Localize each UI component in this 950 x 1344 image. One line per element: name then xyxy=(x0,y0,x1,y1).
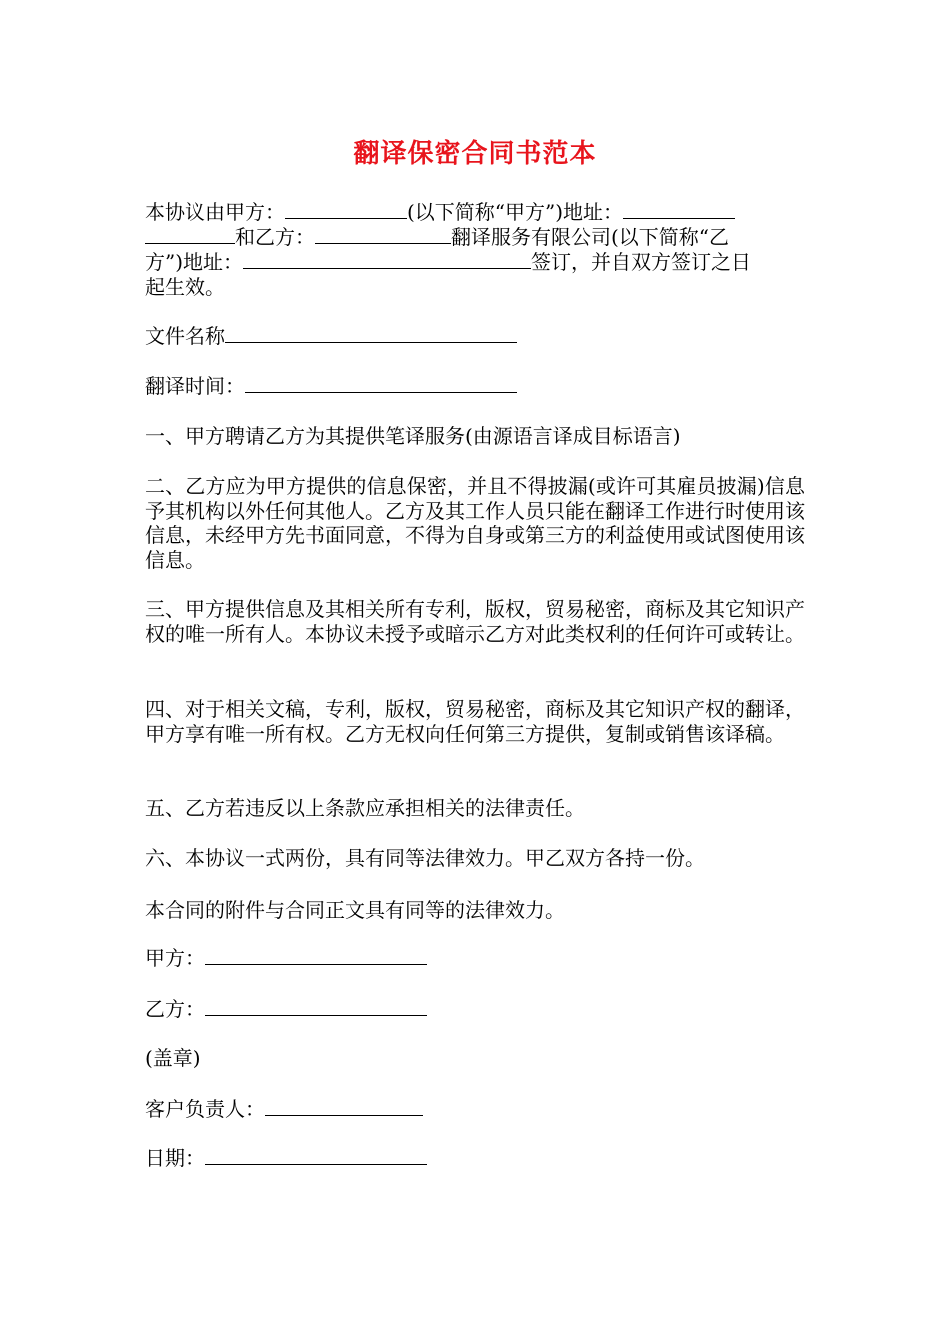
clause-4: 四、对于相关文稿，专利，版权，贸易秘密，商标及其它知识产权的翻译，甲方享有唯一所有权。乙方无权向任何第三方提供，复制或销售该译稿。 xyxy=(145,697,805,746)
translate-time-row xyxy=(145,374,517,398)
party-a-signature-blank xyxy=(205,946,427,965)
party-a-name-blank xyxy=(285,200,407,219)
party-a-signature-label: 甲方： xyxy=(145,946,205,970)
party-b-signature-row xyxy=(145,997,427,1021)
attachment-note: 本合同的附件与合同正文具有同等的法律效力。 xyxy=(145,898,565,922)
date-blank xyxy=(205,1146,427,1165)
clause-6: 六、本协议一式两份，具有同等法律效力。甲乙双方各持一份。 xyxy=(145,846,705,870)
party-b-signature-label: 乙方： xyxy=(145,997,205,1021)
party-b-name-blank xyxy=(315,225,451,244)
intro-effective-text: 起生效。 xyxy=(145,275,225,299)
client-rep-row xyxy=(145,1097,423,1121)
file-name-label: 文件名称 xyxy=(145,324,225,348)
intro-row-2 xyxy=(145,225,805,250)
clause-3: 三、甲方提供信息及其相关所有专利，版权，贸易秘密，商标及其它知识产权的唯一所有人。本协议未授予或暗示乙方对此类权利的任何许可或转让。 xyxy=(145,597,805,646)
file-name-row xyxy=(145,324,517,348)
file-name-blank xyxy=(225,324,517,343)
clause-1: 一、甲方聘请乙方为其提供笔译服务(由源语言译成目标语言) xyxy=(145,424,681,448)
party-a-signature-row xyxy=(145,946,427,970)
document-title: 翻译保密合同书范本 xyxy=(353,139,597,169)
intro-row-4 xyxy=(145,275,805,300)
client-rep-blank xyxy=(265,1097,423,1116)
intro-party-b-label: 和乙方： xyxy=(235,225,315,249)
intro-party-b-address-label: 方”)地址： xyxy=(145,250,244,274)
intro-party-b-company: 翻译服务有限公司(以下简称“乙 xyxy=(451,225,730,249)
intro-row-3 xyxy=(145,250,805,275)
date-row xyxy=(145,1146,427,1170)
intro-signing-text: 签订，并自双方签订之日 xyxy=(531,250,752,274)
party-b-signature-blank xyxy=(205,997,427,1016)
intro-party-a-alias: (以下简称“甲方”)地址： xyxy=(407,200,624,224)
clause-5: 五、乙方若违反以上条款应承担相关的法律责任。 xyxy=(145,796,585,820)
seal-label: (盖章) xyxy=(145,1046,201,1070)
intro-party-a-label: 本协议由甲方： xyxy=(145,200,285,224)
party-a-address-blank xyxy=(623,200,735,219)
clause-2: 二、乙方应为甲方提供的信息保密，并且不得披漏(或许可其雇员披漏)信息予其机构以外任何其他人。乙方及其工作人员只能在翻译工作进行时使用该信息，未经甲方先书面同意，不得为自身或第三方的利益使用或试图使用该信息。 xyxy=(145,474,805,572)
date-label: 日期： xyxy=(145,1146,205,1170)
translate-time-label: 翻译时间： xyxy=(145,374,245,398)
party-b-address-blank xyxy=(243,250,531,269)
client-rep-label: 客户负责人： xyxy=(145,1097,265,1121)
intro-row-1 xyxy=(145,200,805,225)
translate-time-blank xyxy=(245,374,517,393)
seal-row xyxy=(145,1046,201,1070)
party-a-address-blank-cont xyxy=(145,225,235,244)
